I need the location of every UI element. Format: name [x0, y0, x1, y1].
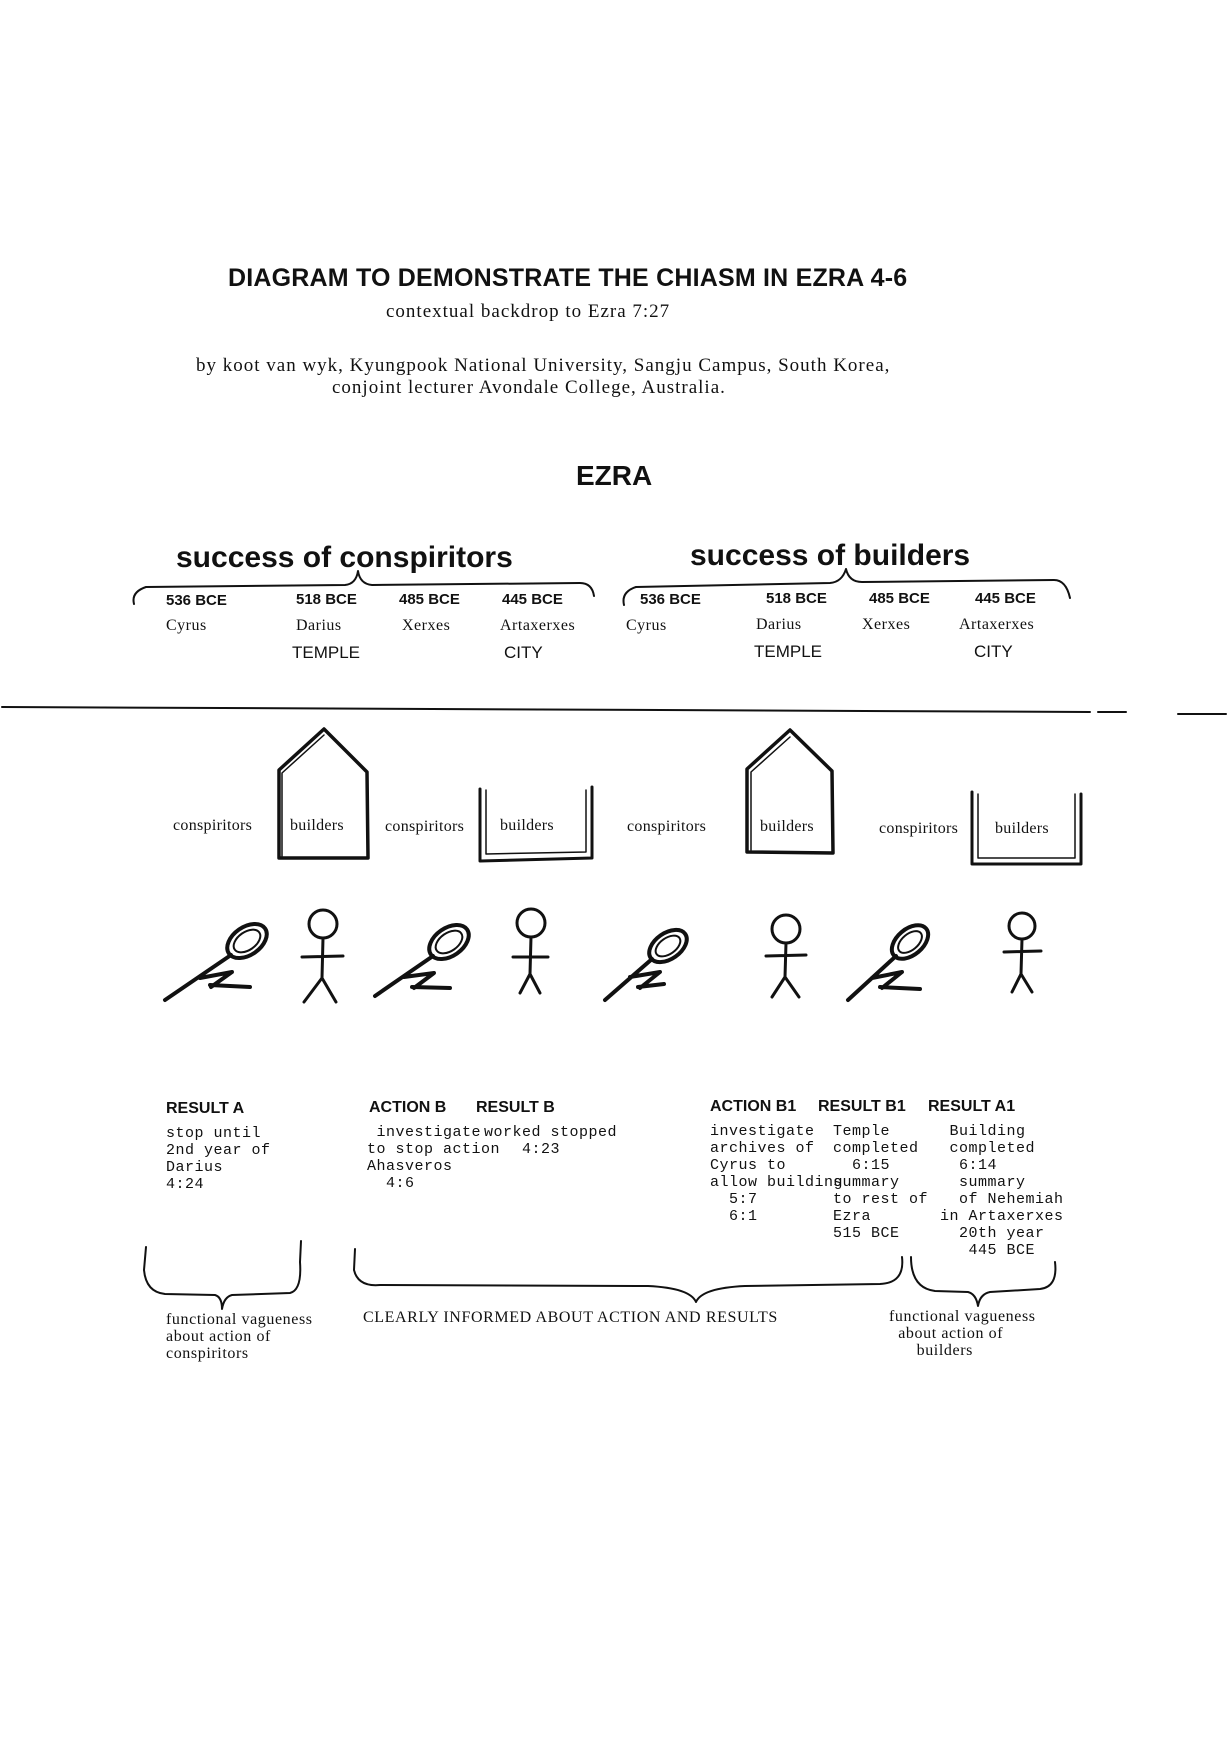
conspirators-label: conspiritors: [879, 820, 959, 837]
page-title: DIAGRAM TO DEMONSTRATE THE CHIASM IN EZRA 4-6: [228, 264, 908, 292]
period-king: Darius: [296, 617, 342, 634]
period-date: 518 BCE: [766, 590, 827, 607]
builders-label: builders: [500, 817, 554, 834]
builders-label: builders: [995, 820, 1049, 837]
step-text: worked stopped 4:23: [484, 1124, 618, 1158]
period-date: 445 BCE: [975, 590, 1036, 607]
period-date: 536 BCE: [640, 591, 701, 608]
period-project: CITY: [504, 643, 543, 662]
period-date: 485 BCE: [869, 590, 930, 607]
period-date: 536 BCE: [166, 592, 227, 609]
step-text: investigate archives of Cyrus to allow building 5:7 6:1: [710, 1123, 844, 1225]
period-project: TEMPLE: [292, 643, 361, 662]
period-date: 445 BCE: [502, 591, 563, 608]
builder-figure: [1004, 913, 1041, 992]
period-project: TEMPLE: [754, 642, 823, 661]
conspirators-label: conspiritors: [385, 818, 465, 835]
step-heading: ACTION B1: [710, 1098, 797, 1115]
builders-label: builders: [760, 818, 814, 835]
phase-brace: [134, 571, 595, 604]
summary-brace: [911, 1257, 1055, 1306]
step-heading: RESULT B1: [818, 1098, 906, 1115]
phase-brace: [624, 569, 1071, 605]
period-king: Artaxerxes: [959, 616, 1035, 633]
period-date: 518 BCE: [296, 591, 357, 608]
builder-figure: [513, 909, 548, 993]
book-title: EZRA: [576, 460, 653, 491]
period-king: Darius: [756, 616, 802, 633]
period-king: Xerxes: [402, 617, 451, 634]
period-project: CITY: [974, 642, 1013, 661]
conspirators-label: conspiritors: [627, 818, 707, 835]
builder-figure: [766, 915, 806, 997]
divider-line: [2, 707, 1090, 712]
summary-brace: [354, 1249, 902, 1302]
conspirator-figure: [375, 918, 475, 996]
conspirator-figure: [605, 923, 693, 1000]
conspirator-figure: [848, 919, 934, 1000]
phase-title-builders: success of builders: [690, 539, 971, 572]
period-king: Cyrus: [166, 617, 207, 634]
step-text: stop until 2nd year of Darius 4:24: [166, 1125, 271, 1193]
step-heading: RESULT B: [476, 1099, 555, 1116]
period-date: 485 BCE: [399, 591, 460, 608]
period-king: Artaxerxes: [500, 617, 576, 634]
step-text: investigate to stop action Ahasveros 4:6: [367, 1124, 501, 1192]
page-subtitle: contextual backdrop to Ezra 7:27: [386, 301, 671, 322]
period-king: Cyrus: [626, 617, 667, 634]
conspirators-label: conspiritors: [173, 817, 253, 834]
step-text: Building completed 6:14 summary of Nehemiah in Artaxerxes 20th year 445 BCE: [940, 1123, 1064, 1259]
author-affiliation: conjoint lecturer Avondale College, Australia.: [332, 377, 726, 398]
summary-brace: [144, 1241, 301, 1309]
summary-right: functional vagueness about action of builders: [889, 1308, 1036, 1359]
step-heading: RESULT A1: [928, 1098, 1016, 1115]
temple-drawing: [279, 729, 368, 858]
conspirator-figure: [165, 917, 273, 1000]
summary-middle: CLEARLY INFORMED ABOUT ACTION AND RESULTS: [363, 1309, 778, 1326]
author-byline: by koot van wyk, Kyungpook National University, Sangju Campus, South Korea,: [196, 355, 891, 376]
step-heading: RESULT A: [166, 1100, 245, 1117]
step-heading: ACTION B: [369, 1099, 447, 1116]
step-text: Temple completed 6:15 summary to rest of Ezra 515 BCE: [833, 1123, 929, 1242]
summary-left: functional vagueness about action of conspiritors: [166, 1311, 313, 1362]
period-king: Xerxes: [862, 616, 911, 633]
builder-figure: [302, 910, 343, 1002]
builders-label: builders: [290, 817, 344, 834]
phase-title-conspirators: success of conspiritors: [176, 541, 513, 574]
